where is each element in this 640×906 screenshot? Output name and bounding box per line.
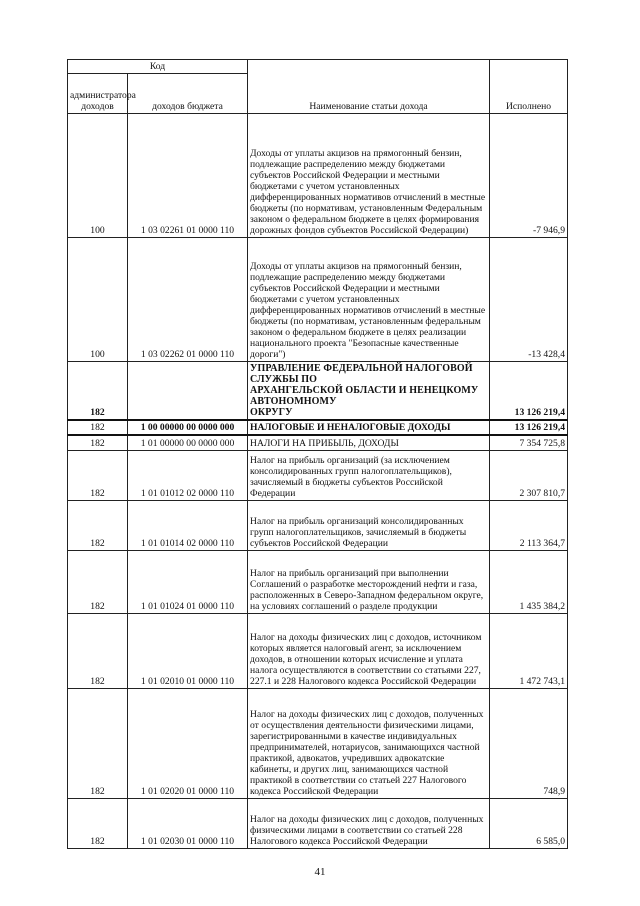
executed-value: 6 585,0: [490, 798, 568, 848]
admin-code: 100: [68, 114, 128, 238]
admin-code: 182: [68, 798, 128, 848]
budget-code: 1 01 00000 00 0000 000: [128, 435, 248, 450]
header-name: Наименование статьи дохода: [248, 60, 490, 114]
budget-code: [128, 362, 248, 421]
executed-value: 1 472 743,1: [490, 613, 568, 688]
executed-value: 2 113 364,7: [490, 500, 568, 550]
table-row: [68, 550, 568, 613]
executed-value: 748,9: [490, 688, 568, 798]
admin-code: 182: [68, 362, 128, 421]
header-budget: доходов бюджета: [128, 74, 248, 114]
admin-code: 182: [68, 500, 128, 550]
executed-value: 13 126 219,4: [490, 420, 568, 435]
table-row: [68, 435, 568, 450]
revenue-name: Доходы от уплаты акцизов на прямогонный бензин, подлежащие распределению между бюджетами субъектов Российской Федерации и местными бюджетами с учетом установленных дифференцированных нормативов отчислений в местные бюджеты (по нормативам, установленным Федеральным законом о федеральном бюджете в целях формирования дорожных фондов субъектов Российской Федерации): [248, 114, 490, 238]
table-row: [68, 450, 568, 500]
header-admin: администратора доходов: [68, 74, 128, 114]
executed-value: -13 428,4: [490, 238, 568, 362]
admin-code: 182: [68, 688, 128, 798]
budget-code: 1 03 02262 01 0000 110: [128, 238, 248, 362]
budget-code: 1 01 02030 01 0000 110: [128, 798, 248, 848]
executed-value: 13 126 219,4: [490, 362, 568, 421]
executed-value: 2 307 810,7: [490, 450, 568, 500]
admin-code: 182: [68, 550, 128, 613]
revenue-name: Налог на прибыль организаций при выполнении Соглашений о разработке месторождений нефти и газа, расположенных в Северо-Западном федеральном округе, на условиях соглашений о разделе продукции: [248, 550, 490, 613]
revenue-name: Налог на доходы физических лиц с доходов, полученных от осуществления деятельности физическими лицами, зарегистрированными в качестве индивидуальных предпринимателей, нотариусов, занимающихся частной практикой, адвокатов, учредивших адвокатские кабинеты, и других лиц, занимающихся частной практикой в соответствии со статьей 227 Налогового кодекса Российской Федерации: [248, 688, 490, 798]
budget-code: 1 03 02261 01 0000 110: [128, 114, 248, 238]
admin-code: 182: [68, 435, 128, 450]
table-row: [68, 362, 568, 421]
table-row: [68, 500, 568, 550]
budget-code: 1 01 02010 01 0000 110: [128, 613, 248, 688]
budget-code: 1 01 01024 01 0000 110: [128, 550, 248, 613]
budget-code: 1 01 02020 01 0000 110: [128, 688, 248, 798]
table-row: [68, 613, 568, 688]
executed-value: -7 946,9: [490, 114, 568, 238]
revenue-name: НАЛОГИ НА ПРИБЫЛЬ, ДОХОДЫ: [248, 435, 490, 450]
table-row: [68, 114, 568, 238]
revenue-name: Налог на прибыль организаций консолидированных групп налогоплательщиков, зачисляемый в бюджеты субъектов Российской Федерации: [248, 500, 490, 550]
org-name-line: ОКРУГУ: [250, 407, 293, 418]
admin-code: 182: [68, 420, 128, 435]
revenue-name: Налог на доходы физических лиц с доходов, источником которых является налоговый агент, за исключением доходов, в отношении которых исчисление и уплата налога осуществляются в соответствии со статьями 227, 227.1 и 228 Налогового кодекса Российской Федерации: [248, 613, 490, 688]
org-name-line: УПРАВЛЕНИЕ ФЕДЕРАЛЬНОЙ НАЛОГОВОЙ СЛУЖБЫ ПО: [250, 363, 473, 385]
table-row: [68, 238, 568, 362]
table-row: [68, 688, 568, 798]
table-row: [68, 420, 568, 435]
header-value: Исполнено: [490, 60, 568, 114]
revenue-name: НАЛОГОВЫЕ И НЕНАЛОГОВЫЕ ДОХОДЫ: [248, 420, 490, 435]
table-row: [68, 798, 568, 848]
admin-code: 182: [68, 450, 128, 500]
revenue-table: [67, 59, 568, 849]
org-name-line: АРХАНГЕЛЬСКОЙ ОБЛАСТИ И НЕНЕЦКОМУ АВТОНОМНОМУ: [250, 385, 479, 407]
budget-code: 1 01 01014 02 0000 110: [128, 500, 248, 550]
page-number: 41: [314, 866, 326, 878]
revenue-name: [248, 362, 490, 421]
budget-code: 1 00 00000 00 0000 000: [128, 420, 248, 435]
revenue-name: Доходы от уплаты акцизов на прямогонный бензин, подлежащие распределению между бюджетами субъектов Российской Федерации и местными бюджетами с учетом установленных дифференцированных нормативов отчислений в местные бюджеты (по нормативам, установленным федеральным законом о федеральном бюджете в целях реализации национального проекта "Безопасные качественные дороги"): [248, 238, 490, 362]
executed-value: 7 354 725,8: [490, 435, 568, 450]
admin-code: 100: [68, 238, 128, 362]
admin-code: 182: [68, 613, 128, 688]
revenue-name: Налог на доходы физических лиц с доходов, полученных физическими лицами в соответствии со статьей 228 Налогового кодекса Российской Федерации: [248, 798, 490, 848]
budget-code: 1 01 01012 02 0000 110: [128, 450, 248, 500]
revenue-name: Налог на прибыль организаций (за исключением консолидированных групп налогоплательщиков), зачисляемый в бюджеты субъектов Российской Федерации: [248, 450, 490, 500]
header-code: Код: [68, 60, 248, 74]
executed-value: 1 435 384,2: [490, 550, 568, 613]
